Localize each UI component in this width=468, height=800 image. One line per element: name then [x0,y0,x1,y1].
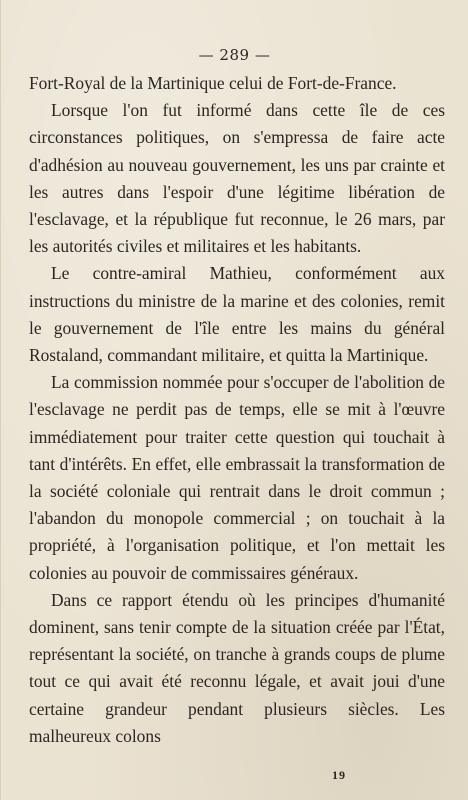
body-text [29,70,445,750]
paragraph-3: Le contre-amiral Mathieu, conformément aux instructions du ministre de la marine et des colonies, remit le gouvernement de l'île entre les mains du général Rostaland, commandant militaire, et quitta la Martinique. [29,263,445,366]
paragraph-4: La commission nommée pour s'occuper de l'abolition de l'esclavage ne perdit pas de temps, elle se mit à l'œuvre immédiatement pour traiter cette question qui touchait à tant d'intérêts. En effet, elle embrassait la transformation de la société coloniale qui rentrait dans le droit commun ; l'abandon du monopole commercial ; on touchait à la propriété, à l'organisation politique, et l'on mettait les colonies au pouvoir de commissaires généraux. [29,372,445,583]
paragraph-5: Dans ce rapport étendu où les principes d'humanité dominent, sans tenir compte de la situation créée par l'État, représentant la société, on tranche à grands coups de plume tout ce qui avait été reconnu légale, et avait joui d'une certaine grandeur pendant plusieurs siècles. Les malheureux colons [29,589,445,746]
page-number: — 289 — [198,46,271,64]
paragraph-2: Lorsque l'on fut informé dans cette île de ces circonstances politiques, on s'empressa de faire acte d'adhésion au nouveau gouvernement, les uns par crainte et les autres dans l'espoir d'une légitime libération de l'esclavage, et la république fut reconnue, le 26 mars, par les autorités civiles et militaires et les habitants. [29,100,445,257]
paragraph-1: Fort-Royal de la Martinique celui de Fort-de-France. [29,73,397,93]
printer-signature-mark: 19 [332,768,346,782]
